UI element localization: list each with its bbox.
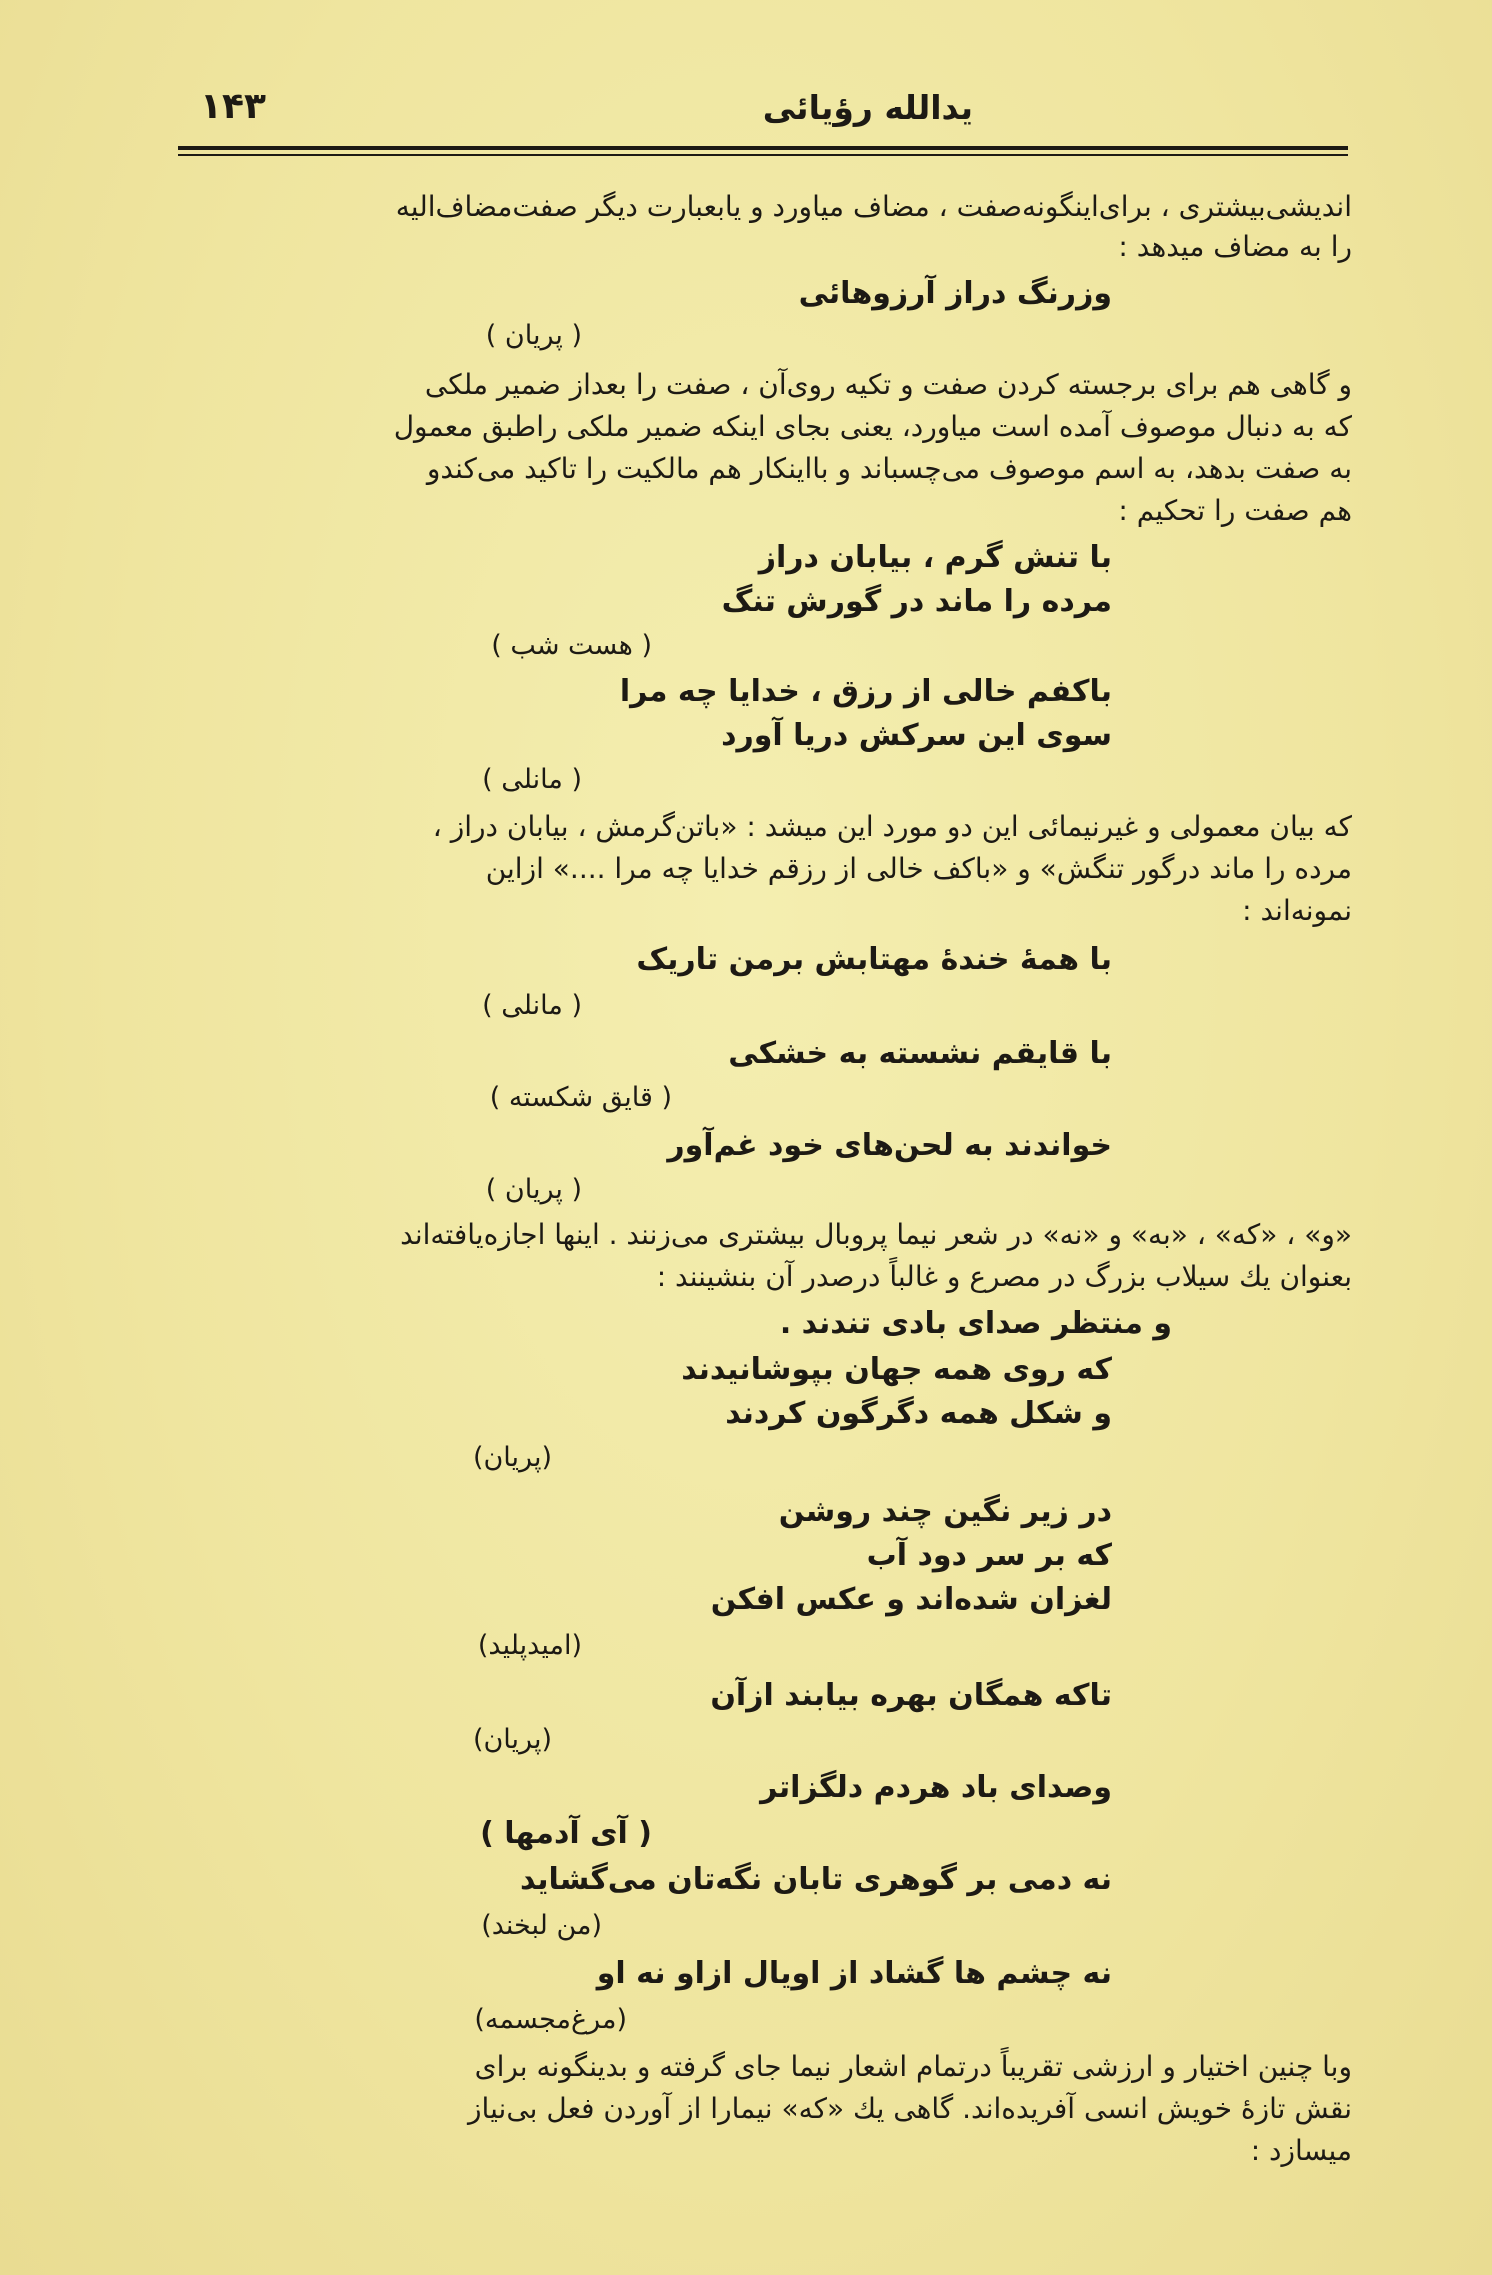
verse-line: با همهٔ خندهٔ مهتابش برمن تاریک (636, 942, 1112, 977)
text-line: مرده را ماند درگور تنگش» و «باکف خالی از رزقم خدایا چه مرا ....» ازاین (485, 852, 1352, 885)
text-line: وبا چنین اختیار و ارزشی تقریباً درتمام اشعار نیما جای گرفته و بدینگونه برای (474, 2050, 1352, 2083)
verse-source: (مرغ‌مجسمه) (474, 2004, 627, 2035)
verse-line: نه چشم ها گشاد از اویال ازاو نه او (596, 1956, 1112, 1991)
text-line: «و» ، «که» ، «به» و «نه» در شعر نیما پروبال بیشتری می‌زنند . اینها اجازه‌یافته‌اند (400, 1218, 1352, 1251)
text-line: نقش تازهٔ خویش انسی آفریده‌اند. گاهی یك «که» نیمارا از آوردن فعل بی‌نیاز (468, 2092, 1352, 2125)
verse-source: (پریان) (472, 1724, 552, 1755)
verse-line: با تنش گرم ، بیابان دراز (758, 540, 1112, 575)
text-line: که بیان معمولی و غیرنیمائی این دو مورد این میشد : «باتن‌گرمش ، بیابان دراز ، (432, 810, 1352, 843)
verse-line: و منتظر صدای بادی تندند . (779, 1306, 1172, 1341)
verse-source: (من لبخند) (481, 1910, 602, 1941)
page-header (178, 82, 1348, 142)
verse-line: و شکل همه دگرگون کردند (725, 1396, 1112, 1431)
verse-line: باکفم خالی از رزق ، خدایا چه مرا (619, 674, 1112, 709)
text-line: اندیشی‌بیشتری ، برای‌اینگونه‌صفت ، مضاف میاورد و یابعبارت دیگر صفت‌مضاف‌الیه (395, 190, 1352, 223)
verse-line: تاکه همگان بهره بیابند ازآن (710, 1678, 1112, 1713)
verse-source: ( هست شب ) (491, 630, 652, 661)
verse-line: که بر سر دود آب (866, 1538, 1112, 1573)
text-line: و گاهی هم برای برجسته کردن صفت و تکیه روی‌آن ، صفت را بعداز ضمیر ملکی (424, 368, 1352, 401)
text-line: بعنوان یك سیلاب بزرگ در مصرع و غالباً درصدر آن بنشینند : (656, 1260, 1352, 1293)
running-title: یدالله رؤیائی (762, 88, 973, 127)
verse-line: لغزان شده‌اند و عکس افکن (710, 1582, 1112, 1617)
verse-line: ( آی آدمها ) (480, 1816, 652, 1851)
verse-line: خواندند به لحن‌های خود غم‌آور (667, 1128, 1112, 1163)
verse-line: وصدای باد هردم دلگزاتر (760, 1770, 1112, 1805)
text-line: که به دنبال موصوف آمده است میاورد، یعنی بجای اینکه ضمیر ملکی راطبق معمول (393, 410, 1352, 443)
verse-line: با قایقم نشسته به خشکی (728, 1036, 1112, 1071)
text-line: میسازد : (1250, 2134, 1352, 2167)
verse-line: نه دمی بر گوهری تابان نگه‌تان می‌گشاید (519, 1862, 1112, 1897)
verse-source: ( پریان ) (485, 320, 582, 351)
verse-source: ( پریان ) (485, 1174, 582, 1205)
text-line: نمونه‌اند : (1242, 894, 1352, 927)
header-rule-thin (178, 154, 1348, 156)
verse-line: در زیر نگین چند روشن (778, 1494, 1112, 1529)
page-number: ۱۴۳ (200, 86, 266, 127)
text-line: را به مضاف میدهد : (1118, 230, 1352, 263)
text-line: به صفت بدهد، به اسم موصوف می‌چسباند و بااینکار هم مالکیت را تاکید می‌کندو (426, 452, 1352, 485)
verse-line: مرده را ماند در گورش تنگ (721, 584, 1112, 619)
verse-source: ( قایق شکسته ) (489, 1082, 672, 1113)
verse-line: سوی این سرکش دریا آورد (721, 718, 1112, 753)
header-rule-thick (178, 146, 1348, 150)
text-line: هم صفت را تحکیم : (1118, 494, 1352, 527)
verse-source: (پریان) (472, 1442, 552, 1473)
verse-source: ( مانلی ) (482, 990, 582, 1021)
verse-line: که روی همه جهان بپوشانیدند (681, 1352, 1112, 1387)
verse-source: (امیدپلید) (477, 1630, 582, 1661)
verse-source: ( مانلی ) (482, 764, 582, 795)
verse-line: وزرنگ دراز آرزوهائی (798, 276, 1112, 311)
